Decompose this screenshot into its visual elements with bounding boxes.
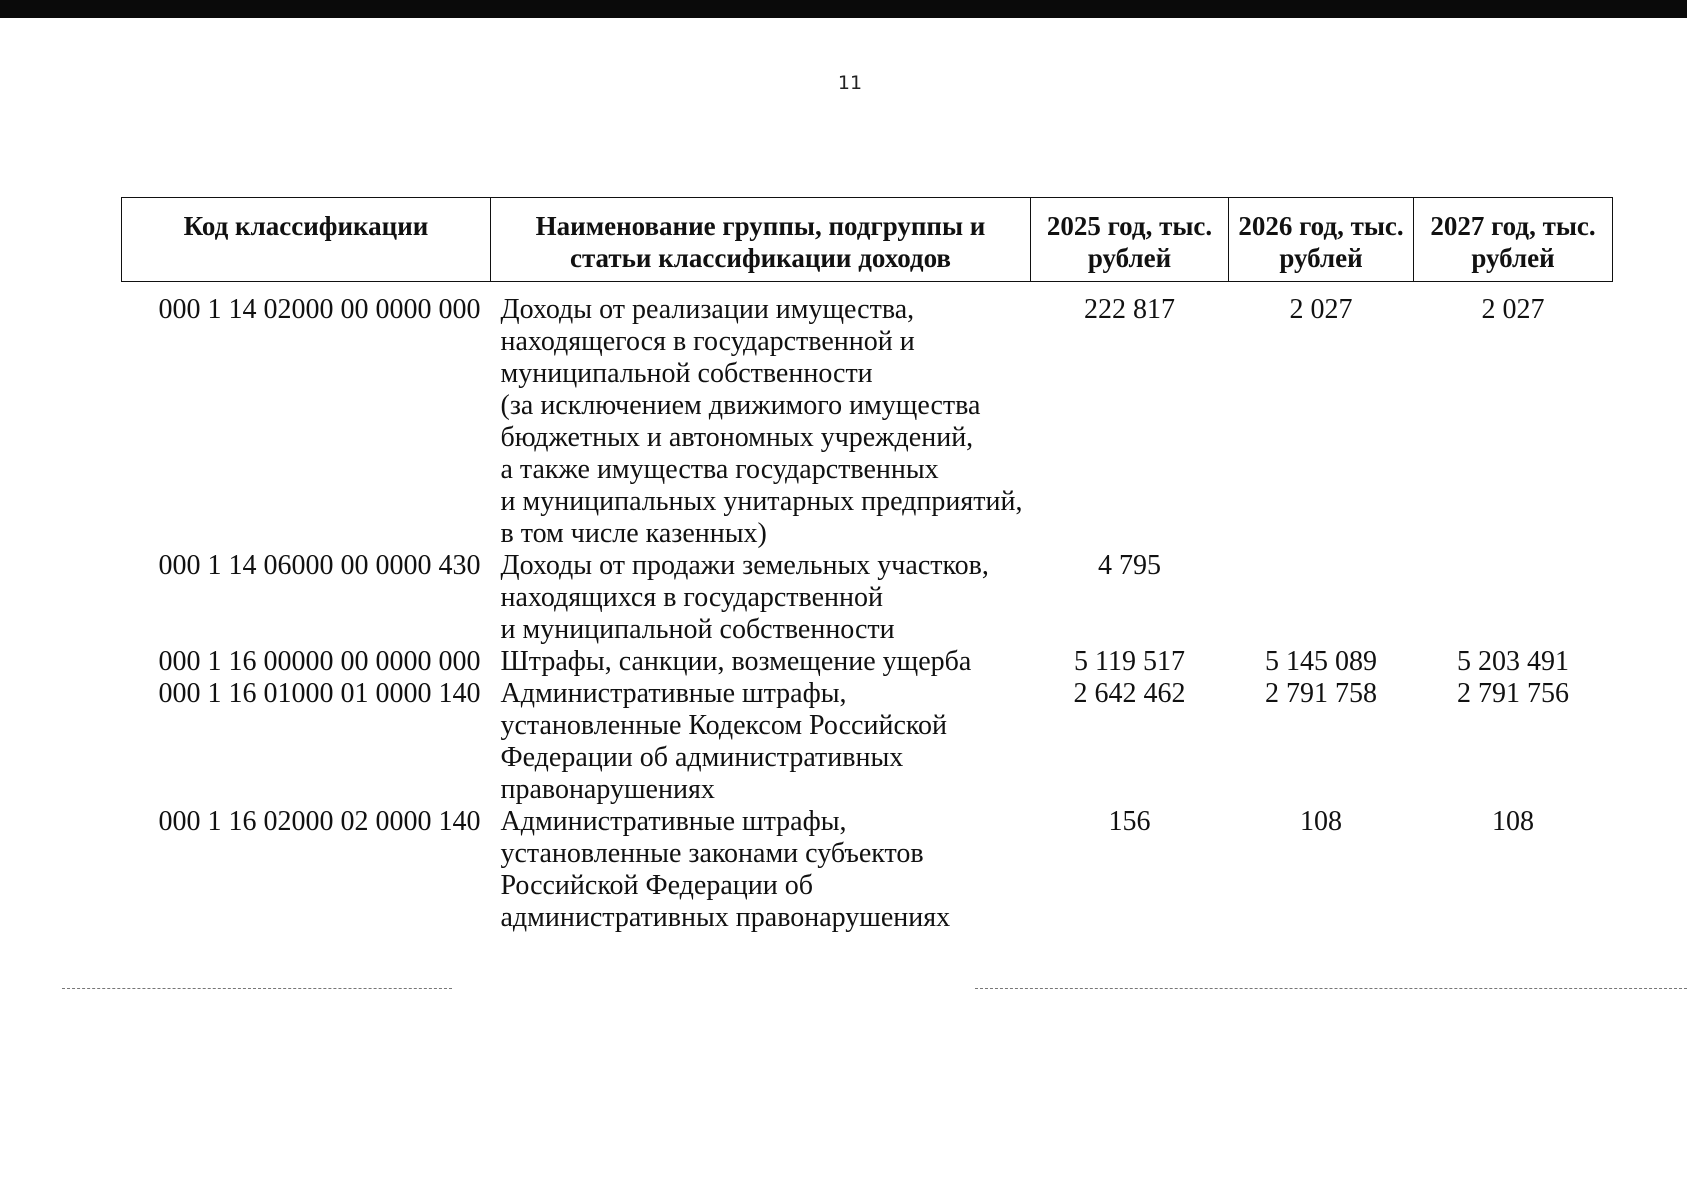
row-value-2027: 2 791 756: [1457, 678, 1569, 709]
row-code: 000 1 14 02000 00 0000 000: [158, 294, 481, 325]
row-value-2025: 156: [1108, 806, 1151, 837]
row-value-2027: [1414, 550, 1613, 646]
row-code: 000 1 16 01000 01 0000 140: [158, 678, 481, 709]
row-value-2026: 5 145 089: [1265, 646, 1377, 677]
row-value-2027: 108: [1492, 806, 1534, 837]
row-value-2027: 2 027: [1481, 294, 1545, 325]
header-name: Наименование группы, подгруппы и статьи классификации доходов: [491, 198, 1031, 282]
row-value-2026: 2 027: [1289, 294, 1353, 325]
scan-fold-line-left: [62, 988, 452, 989]
table-row: [122, 282, 1613, 551]
row-name: Доходы от продажи земельных участков, находящихся в государственной и муниципальной собственности: [500, 550, 989, 645]
row-code: 000 1 16 00000 00 0000 000: [158, 646, 481, 677]
header-2025: 2025 год, тыс. рублей: [1031, 198, 1229, 282]
scan-fold-line-right: [975, 988, 1687, 989]
row-value-2026: [1229, 550, 1414, 646]
row-code: 000 1 14 06000 00 0000 430: [158, 550, 481, 581]
header-2027: 2027 год, тыс. рублей: [1414, 198, 1613, 282]
row-code: 000 1 16 02000 02 0000 140: [158, 806, 481, 837]
page-number: 11: [837, 72, 863, 94]
row-name: Доходы от реализации имущества, находящегося в государственной и муниципальной собственности (за исключением движимого имущества бюджетных и автономных учреждений, а также имущества государственных и муниципальных унитарных предприятий, в том числе казенных): [500, 294, 1023, 549]
row-value-2025: 222 817: [1084, 294, 1175, 325]
header-2026: 2026 год, тыс. рублей: [1229, 198, 1414, 282]
row-name: Административные штрафы, установленные Кодексом Российской Федерации об административных правонарушениях: [500, 678, 948, 805]
row-name: Административные штрафы, установленные законами субъектов Российской Федерации об административных правонарушениях: [500, 806, 951, 933]
table-row: [122, 646, 1613, 678]
table-row: [122, 550, 1613, 646]
row-value-2026: 2 791 758: [1265, 678, 1377, 709]
scan-top-edge: [0, 0, 1687, 18]
table-row: [122, 806, 1613, 934]
revenue-table: [121, 197, 1613, 934]
row-value-2027: 5 203 491: [1457, 646, 1569, 677]
row-value-2025: 5 119 517: [1074, 646, 1185, 677]
row-name: Штрафы, санкции, возмещение ущерба: [500, 646, 972, 677]
table-row: [122, 678, 1613, 806]
header-code: Код классификации: [122, 198, 491, 282]
row-value-2026: 108: [1300, 806, 1342, 837]
row-value-2025: 4 795: [1098, 550, 1161, 581]
table-header-row: [122, 198, 1613, 282]
row-value-2025: 2 642 462: [1073, 678, 1186, 709]
